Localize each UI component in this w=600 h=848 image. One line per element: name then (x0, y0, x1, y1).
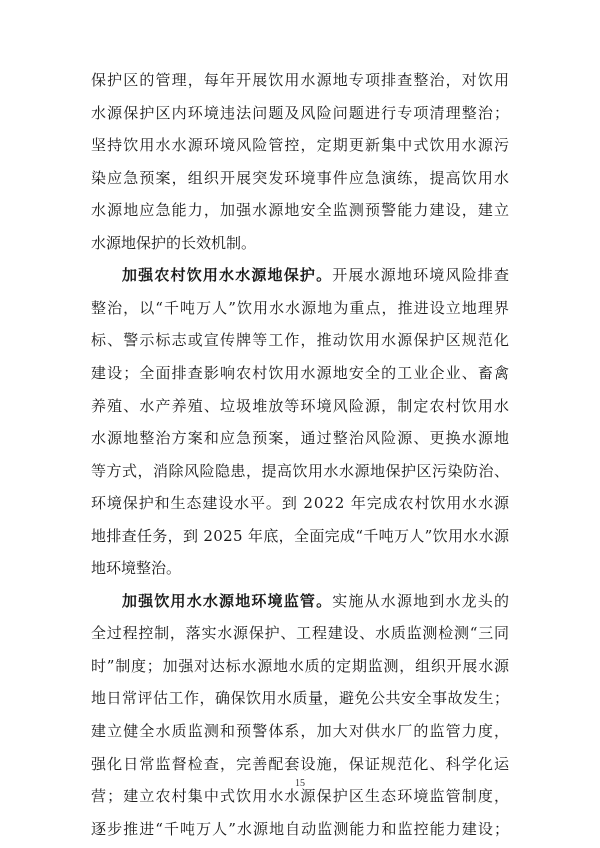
text-line-content (91, 618, 510, 648)
line-text: 地排查任务，到 2025 年底，全面完成“千吨万人”饮用水水源 (91, 526, 510, 545)
text-line-content (91, 521, 509, 551)
text-line (0, 521, 600, 551)
text-line-content (91, 553, 181, 583)
line-text: 养殖、水产养殖、垃圾堆放等环境风险源，制定农村饮用水 (91, 396, 511, 415)
text-line (0, 65, 600, 95)
text-line-content (91, 814, 510, 844)
line-text: 开展水源地环境风险排查 (332, 266, 511, 285)
text-line-content (91, 358, 510, 388)
text-line-content (91, 456, 510, 486)
paragraph-heading: 加强饮用水水源地环境监管。 (122, 591, 333, 610)
line-text: 逐步推进“千吨万人”水源地自动监测能力和监控能力建设； (91, 819, 511, 838)
text-line (0, 618, 600, 648)
line-text: 染应急预案，组织开展突发环境事件应急演练，提高饮用水 (91, 168, 511, 187)
text-line (0, 325, 600, 355)
text-line-content (91, 293, 510, 323)
line-text: 建立健全水质监测和预警体系，加大对供水厂的监管力度， (91, 722, 511, 740)
line-text: 营；建立农村集中式饮用水水源保护区生态环境监管制度， (91, 787, 511, 806)
text-line-content (91, 749, 510, 779)
text-line (0, 814, 600, 844)
line-text: 全过程控制，落实水源保护、工程建设、水质监测检测“三同 (91, 624, 510, 643)
text-line-content (122, 260, 510, 290)
text-line (0, 683, 600, 713)
text-line-content (91, 488, 510, 518)
text-line (0, 553, 600, 583)
text-line (0, 98, 600, 128)
text-line (0, 293, 600, 323)
text-line-content (91, 228, 256, 258)
text-line (0, 651, 600, 681)
text-line-content (91, 423, 510, 453)
line-text: 整治，以“千吨万人”饮用水水源地为重点，推进设立地理界 (91, 298, 511, 317)
line-text: 环境保护和生态建设水平。到 2022 年完成农村饮用水水源 (91, 494, 510, 513)
text-line (0, 749, 600, 779)
line-text: 保护区的管理，每年开展饮用水源地专项排查整治，对饮用 (91, 71, 511, 89)
text-line-content (91, 651, 510, 681)
line-text: 强化日常监督检查，完善配套设施，保证规范化、科学化运 (91, 754, 511, 773)
text-line (0, 456, 600, 486)
text-line-content (122, 586, 510, 616)
line-text: 地环境整治。 (91, 559, 182, 578)
page-number: 15 (295, 778, 305, 789)
line-text: 坚持饮用水水源环境风险管控，定期更新集中式饮用水源污 (91, 136, 511, 155)
text-line (0, 716, 600, 746)
text-line (0, 163, 600, 193)
paragraph-heading: 加强农村饮用水水源地保护。 (122, 266, 333, 285)
text-line-content (91, 130, 510, 160)
text-line-content (91, 325, 510, 355)
text-line-content (91, 65, 510, 95)
line-text: 实施从水源地到水龙头的 (332, 591, 511, 610)
text-line (0, 260, 600, 290)
line-text: 时”制度；加强对达标水源地水质的定期监测，组织开展水源 (91, 656, 510, 675)
line-text: 水源地保护的长效机制。 (91, 233, 257, 252)
text-line (0, 228, 600, 258)
text-line-content (91, 683, 510, 713)
line-text: 建设；全面排查影响农村饮用水源地安全的工业企业、畜禽 (91, 363, 511, 382)
text-line (0, 423, 600, 453)
text-line-content (91, 195, 510, 225)
text-line-content (91, 98, 510, 128)
line-text: 地日常评估工作，确保饮用水质量，避免公共安全事故发生； (91, 689, 510, 708)
line-text: 水源保护区内环境违法问题及风险问题进行专项清理整治； (91, 103, 511, 122)
line-text: 等方式，消除风险隐患，提高饮用水水源地保护区污染防治、 (91, 461, 510, 480)
text-line (0, 391, 600, 421)
text-line (0, 195, 600, 225)
line-text: 标、警示标志或宣传牌等工作，推动饮用水源保护区规范化 (91, 331, 511, 350)
text-line-content (91, 716, 510, 746)
text-line-content (91, 391, 510, 421)
text-line (0, 488, 600, 518)
text-line (0, 358, 600, 388)
text-line (0, 586, 600, 616)
line-text: 水源地整治方案和应急预案，通过整治风险源、更换水源地 (91, 429, 511, 448)
line-text: 水源地应急能力，加强水源地安全监测预警能力建设，建立 (91, 201, 511, 220)
text-line (0, 130, 600, 160)
text-line-content (91, 163, 510, 193)
